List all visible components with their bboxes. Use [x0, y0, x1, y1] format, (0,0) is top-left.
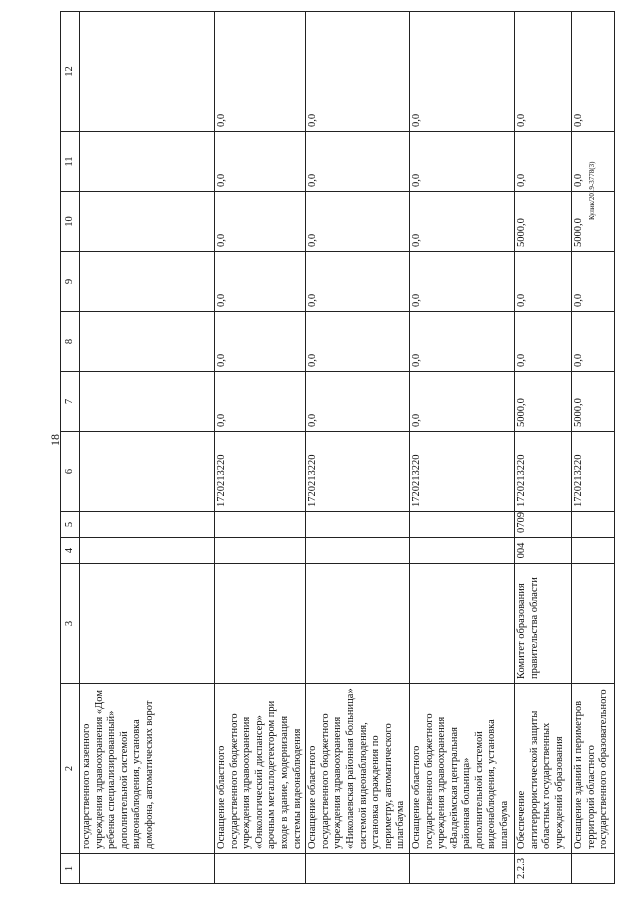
- col-header: 5: [61, 512, 80, 538]
- table-cell: [80, 12, 215, 132]
- table-cell: [80, 564, 215, 684]
- table-cell: [80, 132, 215, 192]
- table-cell: 0,0: [215, 252, 306, 312]
- col-header: 1: [61, 854, 80, 884]
- table-cell: государственного казенного учреждения здравоохранения «Дом ребенка специализированный» дополнительной системой видеонаблюдения, установка домофона, автоматических ворот: [80, 684, 215, 854]
- table-row: [215, 12, 306, 884]
- table-cell: 0,0: [409, 192, 514, 252]
- table-cell: 0,0: [306, 132, 410, 192]
- col-header: 9: [61, 252, 80, 312]
- table-cell: [571, 538, 614, 564]
- table-cell: [80, 312, 215, 372]
- table-cell: 0,0: [306, 372, 410, 432]
- table-cell: [80, 512, 215, 538]
- table-cell: [306, 564, 410, 684]
- table-cell: [571, 512, 614, 538]
- table-cell: 0,0: [571, 132, 614, 192]
- table-cell: 0,0: [514, 252, 571, 312]
- table-cell: [80, 432, 215, 512]
- table-cell: Комитет образования правительства области: [514, 564, 571, 684]
- table-cell: 0,0: [571, 12, 614, 132]
- table-cell: 0,0: [514, 12, 571, 132]
- table-cell: 0,0: [215, 312, 306, 372]
- table-cell: [80, 372, 215, 432]
- table-cell: 0,0: [409, 12, 514, 132]
- table-cell: [80, 252, 215, 312]
- table-cell: 0,0: [571, 312, 614, 372]
- table-cell: Оснащение областного государственного бюджетного учреждения здравоохранения «Николаевская районная больница» системой видеонаблюдения, установка ограждения по периметру, автоматического шлагбаума: [306, 684, 410, 854]
- table-cell: [571, 564, 614, 684]
- table-cell: Оснащение областного государственного бюджетного учреждения здравоохранения «Валдеймская центральная районная больница» дополнительной системой видеонаблюдения, установка шлагбаума: [409, 684, 514, 854]
- table-cell: 5000,0: [514, 372, 571, 432]
- table-row: [409, 12, 514, 884]
- col-header: 3: [61, 564, 80, 684]
- table-cell: 5000,0: [571, 372, 614, 432]
- table-cell: [215, 564, 306, 684]
- table-cell: [306, 854, 410, 884]
- table-cell: 0,0: [306, 312, 410, 372]
- table-cell: 1720213220: [306, 432, 410, 512]
- table-cell: 0,0: [409, 372, 514, 432]
- col-header: 11: [61, 132, 80, 192]
- table-cell: Оснащение зданий и периметров территорий областного государственного образовательного: [571, 684, 614, 854]
- table-cell: 0,0: [306, 192, 410, 252]
- table-cell: [571, 854, 614, 884]
- table-cell: 5000,0: [571, 192, 614, 252]
- table-cell: Обеспечение антитеррористической защиты областных государственных учреждений образования: [514, 684, 571, 854]
- table-cell: 0,0: [409, 132, 514, 192]
- col-header: 10: [61, 192, 80, 252]
- table-cell: [215, 854, 306, 884]
- table-cell: 0,0: [409, 252, 514, 312]
- col-header: 7: [61, 372, 80, 432]
- table-row: [80, 12, 215, 884]
- table-cell: 0,0: [215, 372, 306, 432]
- table-cell: 0,0: [571, 252, 614, 312]
- header-row: [61, 12, 80, 884]
- rotated-table-container: [60, 32, 610, 884]
- budget-table: [60, 11, 615, 884]
- table-cell: [306, 538, 410, 564]
- table-cell: 1720213220: [514, 432, 571, 512]
- col-header: 8: [61, 312, 80, 372]
- col-header: 6: [61, 432, 80, 512]
- table-cell: Оснащение областного государственного бюджетного учреждения здравоохранения «Онкологический диспансер» арочным металлодетектором при входе в здание, модернизация системы видеонаблюдения: [215, 684, 306, 854]
- table-cell: 0,0: [215, 132, 306, 192]
- table-cell: 0,0: [409, 312, 514, 372]
- table-cell: [409, 854, 514, 884]
- table-cell: 1720213220: [571, 432, 614, 512]
- table-row: [514, 12, 571, 884]
- table-cell: 5000,0: [514, 192, 571, 252]
- footer-code: Кулик/2019-3778(3): [588, 161, 596, 220]
- table-cell: 0,0: [514, 312, 571, 372]
- col-header: 12: [61, 12, 80, 132]
- table-cell: [80, 192, 215, 252]
- table-row: [306, 12, 410, 884]
- table-cell: 0,0: [215, 192, 306, 252]
- table-cell: 1720213220: [215, 432, 306, 512]
- table-cell: [80, 538, 215, 564]
- col-header: 4: [61, 538, 80, 564]
- table-cell: [215, 538, 306, 564]
- table-cell: 0,0: [215, 12, 306, 132]
- table-cell: [306, 512, 410, 538]
- table-cell: 0,0: [306, 12, 410, 132]
- table-cell: [409, 564, 514, 684]
- table-cell: [409, 512, 514, 538]
- table-cell: [80, 854, 215, 884]
- table-cell: 0,0: [306, 252, 410, 312]
- table-cell: 2.2.3: [514, 854, 571, 884]
- table-cell: 0709: [514, 512, 571, 538]
- page-number: 18: [48, 434, 62, 446]
- table-cell: 004: [514, 538, 571, 564]
- table-cell: [215, 512, 306, 538]
- col-header: 2: [61, 684, 80, 854]
- table-cell: 1720213220: [409, 432, 514, 512]
- table-cell: [409, 538, 514, 564]
- table-cell: 0,0: [514, 132, 571, 192]
- table-row: [571, 12, 614, 884]
